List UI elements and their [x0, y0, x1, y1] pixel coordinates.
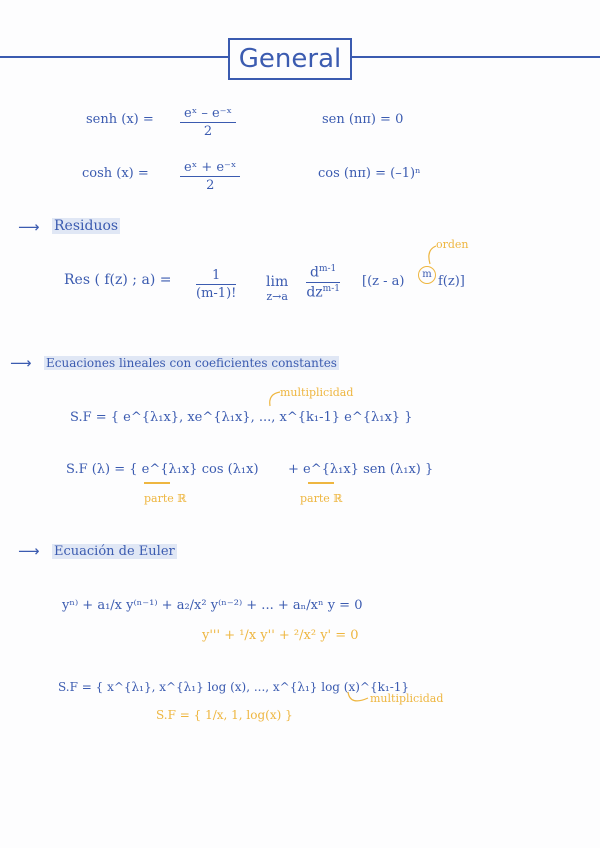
section-heading-residuos: Residuos	[54, 218, 119, 234]
arrow-icon: ⟶	[18, 542, 40, 560]
underline-2	[308, 482, 334, 484]
title-rule-right	[352, 56, 600, 58]
orden-annotation: orden	[436, 238, 469, 251]
cosh-fraction	[180, 160, 240, 193]
res-bracket-end: f(z)]	[438, 274, 465, 289]
parte-real-1: parte ℝ	[144, 492, 187, 505]
cos-identity: cos (nπ) = (–1)ⁿ	[318, 166, 421, 181]
multiplicidad-annotation-euler: multiplicidad	[370, 692, 444, 705]
underline-1	[144, 482, 170, 484]
euler-equation: yⁿ⁾ + a₁/x y⁽ⁿ⁻¹⁾ + a₂/x² y⁽ⁿ⁻²⁾ + ... + aₙ/xⁿ y = 0	[62, 598, 363, 613]
solution-set-2-a: S.F (λ) = { e^{λ₁x} cos (λ₁x)	[66, 462, 259, 477]
page-title: General	[228, 38, 352, 80]
parte-real-2: parte ℝ	[300, 492, 343, 505]
res-bracket: [(z - a)	[362, 274, 405, 289]
cosh-lhs: cosh (x) =	[82, 166, 149, 181]
orden-pointer-icon	[424, 244, 440, 266]
section-heading-euler: Ecuación de Euler	[54, 544, 175, 559]
res-lim	[266, 274, 288, 303]
multiplicidad-annotation: multiplicidad	[280, 386, 354, 399]
lim-subscript: z→a	[266, 290, 288, 303]
arrow-icon: ⟶	[10, 354, 32, 372]
solution-set-2-b: + e^{λ₁x} sen (λ₁x) }	[288, 462, 434, 477]
derivative-numerator: $d^{m-1}$	[306, 264, 340, 283]
multiplicidad-pointer-icon	[346, 690, 370, 710]
res-lhs: Res ( f(z) ; a) =	[64, 272, 172, 288]
cosh-numerator: eˣ + e⁻ˣ	[180, 160, 240, 177]
section-heading-ecuaciones: Ecuaciones lineales con coeficientes constantes	[46, 356, 337, 370]
sinh-lhs: senh (x) =	[86, 112, 154, 127]
sinh-fraction	[180, 106, 236, 139]
res-frac-numerator: 1	[196, 268, 236, 285]
res-fraction	[196, 268, 236, 301]
order-circle: m	[418, 266, 436, 284]
sen-identity: sen (nπ) = 0	[322, 112, 404, 127]
sinh-numerator: eˣ – e⁻ˣ	[180, 106, 236, 123]
res-frac-denominator: (m-1)!	[196, 286, 237, 301]
arrow-icon: ⟶	[18, 218, 40, 236]
euler-example-equation: y''' + ¹/x y'' + ²/x² y' = 0	[202, 628, 359, 643]
euler-solution-set: S.F = { x^{λ₁}, x^{λ₁} log (x), ..., x^{λ₁} log (x)^{k₁-1}	[58, 680, 410, 694]
multiplicidad-pointer-icon	[266, 390, 282, 408]
derivative-fraction	[306, 264, 340, 300]
lim-label: lim	[266, 274, 289, 290]
derivative-denominator: $dz^{m-1}$	[306, 283, 340, 301]
solution-set-1: S.F = { e^{λ₁x}, xe^{λ₁x}, ..., x^{k₁-1} e^{λ₁x} }	[70, 410, 413, 425]
title-rule-left	[0, 56, 228, 58]
sinh-denominator: 2	[203, 124, 213, 139]
cosh-denominator: 2	[206, 178, 215, 193]
euler-example-solution-set: S.F = { 1/x, 1, log(x) }	[156, 708, 293, 722]
